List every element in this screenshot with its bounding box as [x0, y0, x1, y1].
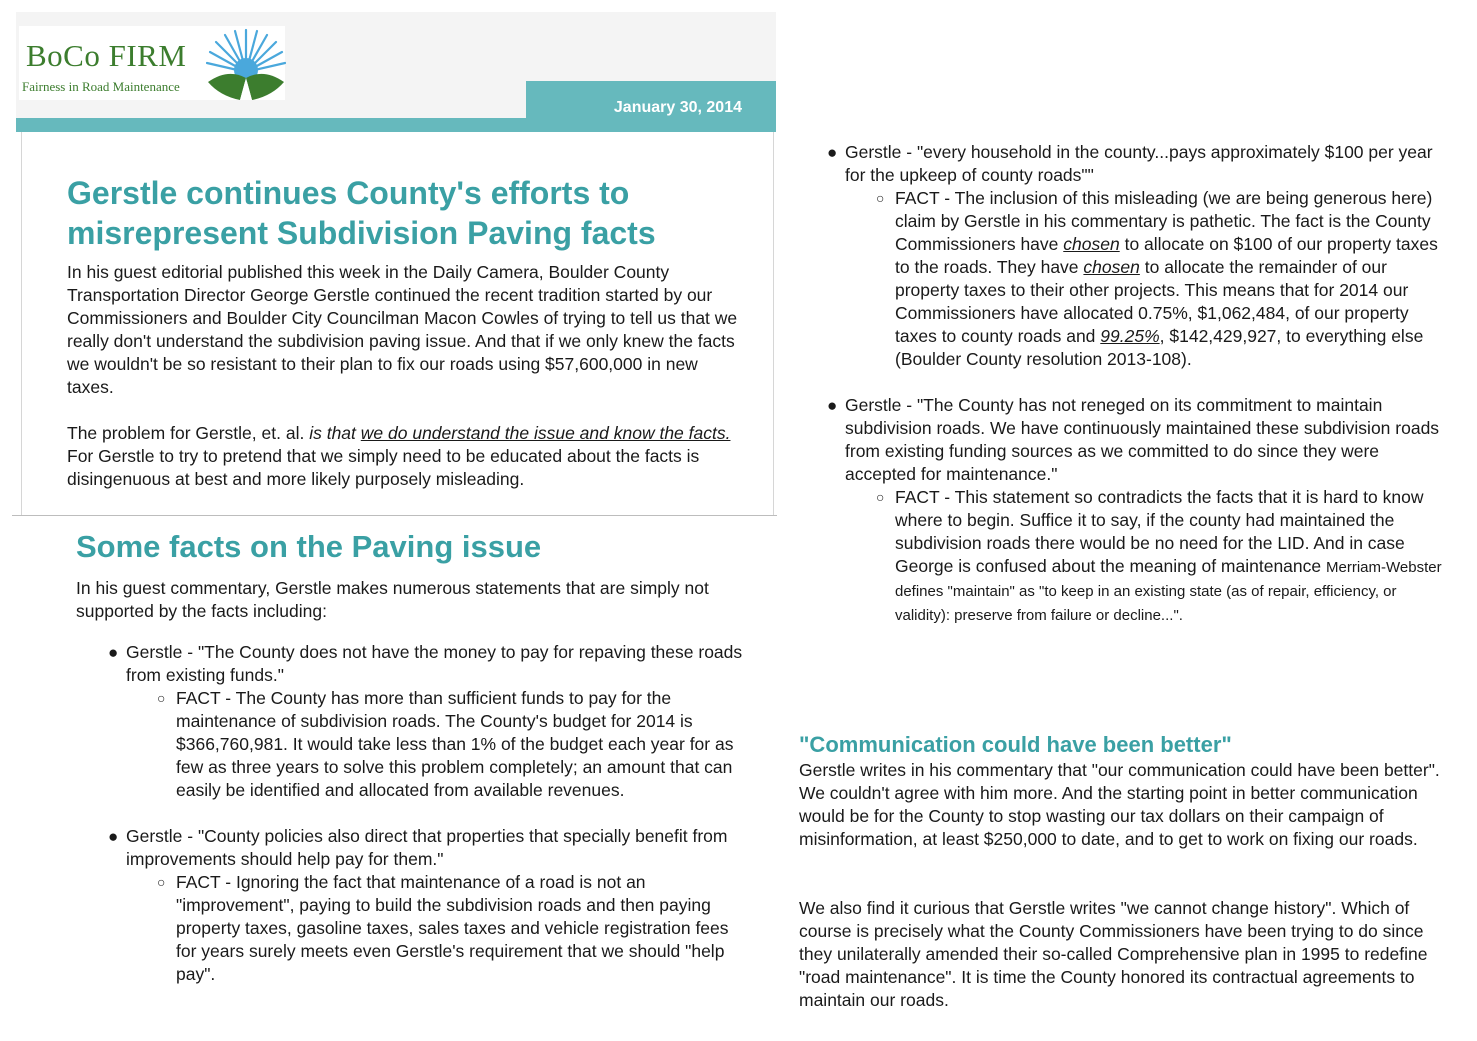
fact-text-part: , $142,429,927, to everything else (Boulder County resolution 2013-108).	[895, 326, 1424, 369]
list-item	[108, 641, 746, 802]
fact-text-part: FACT - This statement so contradicts the facts that it is hard to know where to begin. Suffice it to say, if the county had maintained the subdivision roads there would be no need for the LID. And in case George is confused about the meaning of maintenance	[895, 487, 1424, 576]
circle-bullet-icon: ○	[876, 489, 885, 505]
facts-intro: In his guest commentary, Gerstle makes numerous statements that are simply not supported by the facts including:	[76, 578, 709, 621]
fact-text: FACT - The County has more than sufficient funds to pay for the maintenance of subdivision roads. The County's budget for 2014 is $366,760,981. It would take less than 1% of the budget each year for as few as three years to solve this problem completely; an amount that can easily be identified and allocated from available revenues.	[176, 688, 734, 800]
list-item	[827, 394, 1450, 627]
sun-over-hills-icon	[206, 26, 286, 102]
facts-heading: Some facts on the Paving issue	[76, 529, 542, 564]
communication-paragraph-1: Gerstle writes in his commentary that "our communication could have been better". We couldn't agree with him more. And the starting point in better communication would be for the County to stop wasting our tax dollars on their campaign of misinformation, at least $250,000 to date, and to get to work on fixing our roads.	[799, 760, 1440, 849]
article-intro: In his guest editorial published this week in the Daily Camera, Boulder County Transportation Director George Gerstle continued the recent tradition started by our Commissioners and Boulder City Councilman Macon Cowles of trying to tell us that we really don't understand the subdivision paving issue. And that if we only knew the facts we wouldn't be so resistant to their plan to fix our roads using $57,600,000 in new taxes.	[67, 262, 738, 397]
circle-bullet-icon: ○	[876, 190, 885, 206]
fact-text-part: FACT - The inclusion of this misleading (we are being generous here) claim by Gerstle in his commentary is pathetic. The fact is the County Commissioners have	[895, 188, 1433, 254]
claim-text: Gerstle - "The County has not reneged on its commitment to maintain subdivision roads. We have continuously maintained these subdivision roads from existing funding sources as we committed to do since they were accepted for maintenance."	[845, 395, 1440, 484]
brand-tagline: Fairness in Road Maintenance	[22, 79, 180, 94]
fact-text	[895, 187, 1450, 371]
circle-bullet-icon: ○	[157, 690, 166, 706]
article-problem	[67, 422, 747, 491]
fact-emphasis: chosen	[1063, 234, 1120, 254]
fact-emphasis: chosen	[1083, 257, 1140, 277]
fact-emphasis: 99.25%	[1100, 326, 1160, 346]
facts-list-left	[108, 641, 746, 986]
problem-underline: we do understand the issue and know the facts.	[360, 423, 731, 443]
fact-text-part: to allocate the remainder of our property taxes to their other projects. This means that for 2014 our Commissioners have allocated 0.75%, $1,062,484, of our property taxes to county roads and	[895, 257, 1409, 346]
fact-text-part: to allocate on $100 of our property taxes to the roads. They have	[895, 234, 1438, 277]
fact-item	[157, 687, 746, 802]
fact-item	[157, 871, 746, 986]
bullet-icon: ●	[827, 396, 838, 415]
bullet-icon: ●	[827, 143, 838, 162]
problem-emphasis: is that	[309, 423, 356, 443]
brand-name: BoCo FIRM	[26, 38, 187, 73]
fact-item	[876, 486, 1450, 627]
bullet-icon: ●	[108, 643, 119, 662]
problem-text-end: For Gerstle to try to pretend that we simply need to be educated about the facts is disingenuous at best and more likely purposely misleading.	[67, 446, 700, 489]
claim-text: Gerstle - "every household in the county...pays approximately $100 per year for the upkeep of county roads""	[845, 142, 1433, 185]
communication-heading: "Communication could have been better"	[799, 732, 1232, 757]
issue-date: January 30, 2014	[613, 99, 742, 116]
list-item	[108, 825, 746, 986]
circle-bullet-icon: ○	[157, 874, 166, 890]
claim-text: Gerstle - "County policies also direct that properties that specially benefit from improvements should help pay for them."	[126, 826, 728, 869]
fact-item	[876, 187, 1450, 371]
facts-list-right	[827, 141, 1450, 627]
fact-text: FACT - Ignoring the fact that maintenance of a road is not an "improvement", paying to build the subdivision roads and then paying property taxes, gasoline taxes, sales taxes and vehicle registration fees for years surely meets even Gerstle's requirement that we should "help pay".	[176, 872, 729, 984]
article-title: Gerstle continues County's efforts to misrepresent Subdivision Paving facts	[67, 175, 656, 251]
list-item	[827, 141, 1450, 371]
communication-paragraph-2: We also find it curious that Gerstle writes "we cannot change history". Which of course is precisely what the County Commissioners have been trying to do since they unilaterally amended their so-called Comprehensive plan in 1995 to redefine "road maintenance". It is time the County honored its contractual agreements to maintain our roads.	[799, 898, 1428, 1010]
bullet-icon: ●	[108, 827, 119, 846]
card-divider	[12, 515, 777, 516]
claim-text: Gerstle - "The County does not have the money to pay for repaving these roads from existing funds."	[126, 642, 743, 685]
header-rule	[16, 118, 776, 132]
definition-quote: Merriam-Webster defines "maintain" as "to keep in an existing state (as of repair, efficiency, or validity): preserve from failure or decline...".	[895, 559, 1442, 624]
problem-text: The problem for Gerstle, et. al.	[67, 423, 305, 443]
fact-text	[895, 486, 1450, 627]
